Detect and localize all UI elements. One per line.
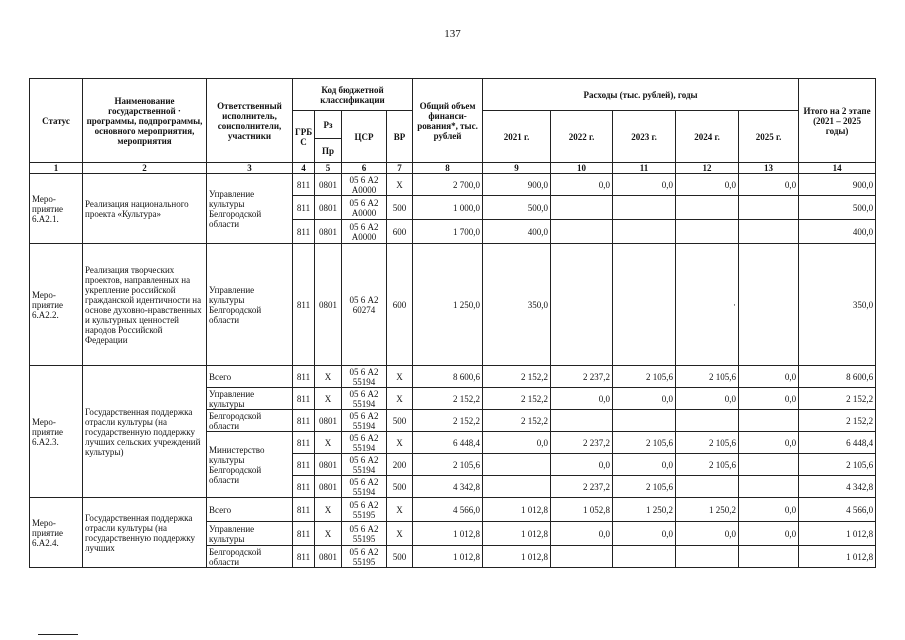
year-2023-cell: 2 105,6 <box>613 366 676 388</box>
year-2025-cell: 0,0 <box>739 522 799 546</box>
total-cell: 1 700,0 <box>413 220 483 244</box>
rz-cell: Х <box>315 432 342 454</box>
year-2025-cell: 0,0 <box>739 432 799 454</box>
year-2024-cell: · <box>676 244 739 366</box>
header-grbs: ГРБ С <box>293 111 315 163</box>
vr-cell: 500 <box>387 196 413 220</box>
itogo-cell: 1 012,8 <box>799 546 876 568</box>
year-2023-cell: 0,0 <box>613 454 676 476</box>
year-2025-cell <box>739 454 799 476</box>
vr-cell: 500 <box>387 410 413 432</box>
year-2025-cell: 0,0 <box>739 174 799 196</box>
total-cell: 2 105,6 <box>413 454 483 476</box>
vr-cell: 500 <box>387 476 413 498</box>
year-2023-cell <box>613 546 676 568</box>
year-2021-cell: 1 012,8 <box>483 498 551 522</box>
event-name-cell: Реализация национального проекта «Культура» <box>83 174 207 244</box>
event-name-cell: Реализация творческих проектов, направленных на укрепление российской гражданской идентичности на основе духовно-нравственных и культурных ценностей народов Российской Федерации <box>83 244 207 366</box>
itogo-cell: 4 342,8 <box>799 476 876 498</box>
rz-cell: 0801 <box>315 244 342 366</box>
itogo-cell: 1 012,8 <box>799 522 876 546</box>
year-2022-cell: 1 052,8 <box>551 498 613 522</box>
csr-cell: 05 6 А2 А0000 <box>342 220 387 244</box>
column-number: 14 <box>799 163 876 174</box>
status-cell: Меро-приятие 6.А2.3. <box>30 366 83 498</box>
year-2025-cell <box>739 244 799 366</box>
total-cell: 1 012,8 <box>413 546 483 568</box>
csr-cell: 05 6 А2 60274 <box>342 244 387 366</box>
year-2021-cell: 400,0 <box>483 220 551 244</box>
vr-cell: 600 <box>387 220 413 244</box>
year-2022-cell: 2 237,2 <box>551 476 613 498</box>
year-2024-cell <box>676 220 739 244</box>
event-name-cell: Государственная поддержка отрасли культуры (на государственную поддержку лучших <box>83 498 207 568</box>
responsible-cell: Управление культуры Белгородской области <box>207 244 293 366</box>
year-2023-cell: 1 250,2 <box>613 498 676 522</box>
csr-cell: 05 6 А2 55194 <box>342 410 387 432</box>
year-2023-cell: 0,0 <box>613 174 676 196</box>
rz-cell: 0801 <box>315 174 342 196</box>
year-2024-cell <box>676 196 739 220</box>
year-2025-cell <box>739 220 799 244</box>
year-2024-cell: 0,0 <box>676 388 739 410</box>
year-2022-cell <box>551 244 613 366</box>
csr-cell: 05 6 А2 55194 <box>342 388 387 410</box>
itogo-cell: 900,0 <box>799 174 876 196</box>
header-status: Статус <box>30 79 83 163</box>
csr-cell: 05 6 А2 55195 <box>342 522 387 546</box>
header-vr: ВР <box>387 111 413 163</box>
year-2023-cell: 0,0 <box>613 388 676 410</box>
year-2023-cell <box>613 410 676 432</box>
rz-cell: Х <box>315 388 342 410</box>
footnote-divider <box>38 634 78 635</box>
year-2021-cell: 2 152,2 <box>483 388 551 410</box>
grbs-cell: 811 <box>293 454 315 476</box>
total-cell: 1 012,8 <box>413 522 483 546</box>
year-2022-cell <box>551 546 613 568</box>
budget-table <box>29 78 876 568</box>
itogo-cell: 2 152,2 <box>799 410 876 432</box>
header-responsible: Ответственный исполнитель, соисполнители, участники <box>207 79 293 163</box>
year-2023-cell <box>613 196 676 220</box>
total-cell: 2 152,2 <box>413 410 483 432</box>
status-cell: Меро-приятие 6.А2.1. <box>30 174 83 244</box>
year-2025-cell: 0,0 <box>739 366 799 388</box>
csr-cell: 05 6 А2 55194 <box>342 366 387 388</box>
year-2025-cell <box>739 196 799 220</box>
column-number: 11 <box>613 163 676 174</box>
header-budget-code: Код бюджетной классификации <box>293 79 413 111</box>
column-number: 6 <box>342 163 387 174</box>
rz-cell: 0801 <box>315 410 342 432</box>
year-2022-cell: 0,0 <box>551 388 613 410</box>
rz-cell: 0801 <box>315 546 342 568</box>
year-2024-cell: 2 105,6 <box>676 454 739 476</box>
column-number: 13 <box>739 163 799 174</box>
total-cell: 4 342,8 <box>413 476 483 498</box>
year-2022-cell <box>551 220 613 244</box>
csr-cell: 05 6 А2 А0000 <box>342 174 387 196</box>
status-cell: Меро-приятие 6.А2.2. <box>30 244 83 366</box>
vr-cell: 500 <box>387 546 413 568</box>
year-2022-cell: 2 237,2 <box>551 366 613 388</box>
year-2022-cell <box>551 410 613 432</box>
total-cell: 8 600,6 <box>413 366 483 388</box>
header-total: Общий объем финанси-рования*, тыс. рублей <box>413 79 483 163</box>
year-2022-cell: 0,0 <box>551 174 613 196</box>
total-cell: 1 000,0 <box>413 196 483 220</box>
column-number: 10 <box>551 163 613 174</box>
column-numbers-row <box>30 163 876 174</box>
column-number: 2 <box>83 163 207 174</box>
grbs-cell: 811 <box>293 388 315 410</box>
year-2023-cell <box>613 244 676 366</box>
year-2025-cell <box>739 410 799 432</box>
header-name: Наименование государственной · программы, подпрограммы, основного мероприятия, мероприятия <box>83 79 207 163</box>
vr-cell: Х <box>387 174 413 196</box>
grbs-cell: 811 <box>293 244 315 366</box>
year-2024-cell <box>676 476 739 498</box>
year-2024-cell <box>676 546 739 568</box>
rz-cell: 0801 <box>315 476 342 498</box>
header-year-2021: 2021 г. <box>483 111 551 163</box>
itogo-cell: 350,0 <box>799 244 876 366</box>
year-2021-cell <box>483 454 551 476</box>
vr-cell: Х <box>387 366 413 388</box>
year-2021-cell: 900,0 <box>483 174 551 196</box>
rz-cell: 0801 <box>315 196 342 220</box>
vr-cell: Х <box>387 498 413 522</box>
column-number: 5 <box>315 163 342 174</box>
year-2024-cell: 0,0 <box>676 174 739 196</box>
year-2021-cell: 1 012,8 <box>483 522 551 546</box>
vr-cell: Х <box>387 522 413 546</box>
responsible-cell: Всего <box>207 366 293 388</box>
itogo-cell: 2 152,2 <box>799 388 876 410</box>
table-row <box>30 366 876 388</box>
header-csr: ЦСР <box>342 111 387 163</box>
vr-cell: Х <box>387 388 413 410</box>
grbs-cell: 811 <box>293 546 315 568</box>
rz-cell: Х <box>315 498 342 522</box>
year-2021-cell: 500,0 <box>483 196 551 220</box>
responsible-cell: Управление культуры <box>207 522 293 546</box>
year-2022-cell: 0,0 <box>551 454 613 476</box>
table-body <box>30 174 876 568</box>
csr-cell: 05 6 А2 55194 <box>342 432 387 454</box>
year-2025-cell: 0,0 <box>739 388 799 410</box>
rz-cell: 0801 <box>315 454 342 476</box>
event-name-cell: Государственная поддержка отрасли культуры (на государственную поддержку лучших сельских учреждений культуры) <box>83 366 207 498</box>
table-row <box>30 244 876 366</box>
header-expenses: Расходы (тыс. рублей), годы <box>483 79 799 111</box>
itogo-cell: 8 600,6 <box>799 366 876 388</box>
year-2024-cell: 0,0 <box>676 522 739 546</box>
total-cell: 1 250,0 <box>413 244 483 366</box>
column-number: 4 <box>293 163 315 174</box>
rz-cell: 0801 <box>315 220 342 244</box>
table-row <box>30 498 876 522</box>
total-cell: 4 566,0 <box>413 498 483 522</box>
vr-cell: Х <box>387 432 413 454</box>
year-2024-cell: 2 105,6 <box>676 366 739 388</box>
year-2023-cell: 2 105,6 <box>613 476 676 498</box>
column-number: 12 <box>676 163 739 174</box>
csr-cell: 05 6 А2 55195 <box>342 546 387 568</box>
responsible-cell: Министерство культуры Белгородской области <box>207 432 293 498</box>
rz-cell: Х <box>315 522 342 546</box>
page-number: 137 <box>444 28 461 40</box>
itogo-cell: 4 566,0 <box>799 498 876 522</box>
year-2022-cell: 0,0 <box>551 522 613 546</box>
table-header <box>30 79 876 174</box>
year-2022-cell: 2 237,2 <box>551 432 613 454</box>
header-pr: Пр <box>315 139 342 163</box>
year-2023-cell <box>613 220 676 244</box>
grbs-cell: 811 <box>293 476 315 498</box>
year-2024-cell: 1 250,2 <box>676 498 739 522</box>
header-year-2023: 2023 г. <box>613 111 676 163</box>
grbs-cell: 811 <box>293 220 315 244</box>
grbs-cell: 811 <box>293 410 315 432</box>
header-year-2025: 2025 г. <box>739 111 799 163</box>
year-2024-cell <box>676 410 739 432</box>
responsible-cell: Всего <box>207 498 293 522</box>
total-cell: 6 448,4 <box>413 432 483 454</box>
grbs-cell: 811 <box>293 366 315 388</box>
year-2023-cell: 0,0 <box>613 522 676 546</box>
csr-cell: 05 6 А2 А0000 <box>342 196 387 220</box>
year-2021-cell: 2 152,2 <box>483 410 551 432</box>
responsible-cell: Управление культуры <box>207 388 293 410</box>
status-cell: Меро-приятие 6.А2.4. <box>30 498 83 568</box>
vr-cell: 600 <box>387 244 413 366</box>
year-2025-cell <box>739 546 799 568</box>
grbs-cell: 811 <box>293 522 315 546</box>
column-number: 8 <box>413 163 483 174</box>
grbs-cell: 811 <box>293 174 315 196</box>
total-cell: 2 152,2 <box>413 388 483 410</box>
year-2023-cell: 2 105,6 <box>613 432 676 454</box>
year-2021-cell: 0,0 <box>483 432 551 454</box>
column-number: 3 <box>207 163 293 174</box>
year-2021-cell: 1 012,8 <box>483 546 551 568</box>
grbs-cell: 811 <box>293 196 315 220</box>
column-number: 1 <box>30 163 83 174</box>
year-2025-cell <box>739 476 799 498</box>
column-number: 7 <box>387 163 413 174</box>
year-2024-cell: 2 105,6 <box>676 432 739 454</box>
vr-cell: 200 <box>387 454 413 476</box>
year-2022-cell <box>551 196 613 220</box>
year-2021-cell <box>483 476 551 498</box>
responsible-cell: Белгородской области <box>207 410 293 432</box>
responsible-cell: Управление культуры Белгородской области <box>207 174 293 244</box>
csr-cell: 05 6 А2 55194 <box>342 454 387 476</box>
grbs-cell: 811 <box>293 498 315 522</box>
year-2021-cell: 350,0 <box>483 244 551 366</box>
header-year-2022: 2022 г. <box>551 111 613 163</box>
rz-cell: Х <box>315 366 342 388</box>
year-2021-cell: 2 152,2 <box>483 366 551 388</box>
grbs-cell: 811 <box>293 432 315 454</box>
year-2025-cell: 0,0 <box>739 498 799 522</box>
total-cell: 2 700,0 <box>413 174 483 196</box>
itogo-cell: 6 448,4 <box>799 432 876 454</box>
responsible-cell: Белгородской области <box>207 546 293 568</box>
csr-cell: 05 6 А2 55195 <box>342 498 387 522</box>
column-number: 9 <box>483 163 551 174</box>
itogo-cell: 400,0 <box>799 220 876 244</box>
header-rz: Рз <box>315 111 342 139</box>
csr-cell: 05 6 А2 55194 <box>342 476 387 498</box>
table-row <box>30 174 876 196</box>
itogo-cell: 500,0 <box>799 196 876 220</box>
header-year-2024: 2024 г. <box>676 111 739 163</box>
header-itogo: Итого на 2 этапе (2021 – 2025 годы) <box>799 79 876 163</box>
itogo-cell: 2 105,6 <box>799 454 876 476</box>
